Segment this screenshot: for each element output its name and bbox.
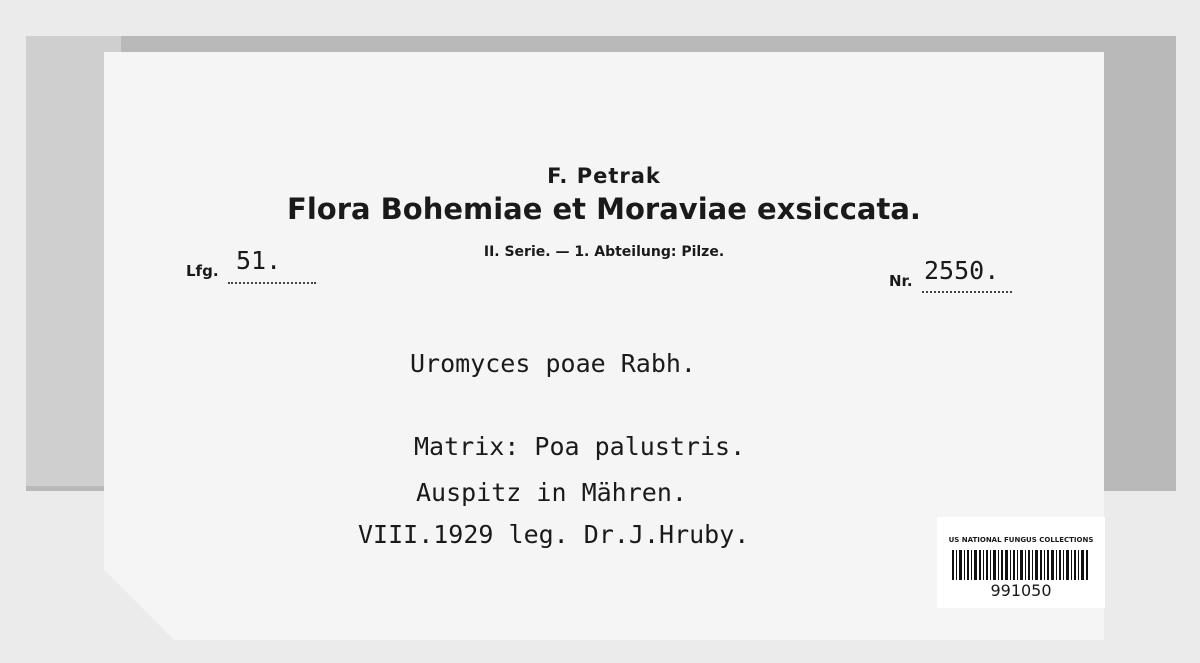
barcode-bars (952, 550, 1090, 580)
barcode-header: US NATIONAL FUNGUS COLLECTIONS (948, 536, 1094, 544)
locality-line: Auspitz in Mähren. (416, 478, 687, 507)
series-subtitle: II. Serie. — 1. Abteilung: Pilze. (483, 244, 725, 260)
date-collector-line: VIII.1929 leg. Dr.J.Hruby. (358, 520, 750, 549)
matrix-line: Matrix: Poa palustris. (414, 432, 746, 461)
nr-label: Nr. (889, 272, 913, 290)
collector-name: F. Petrak (547, 164, 661, 188)
lfg-value: 51. (236, 246, 282, 275)
lfg-dotted-line (228, 282, 316, 284)
nr-value: 2550. (924, 256, 1000, 285)
species-name: Uromyces poae Rabh. (410, 349, 696, 378)
nr-dotted-line (922, 291, 1012, 293)
barcode-number: 991050 (990, 581, 1052, 600)
lfg-label: Lfg. (186, 262, 219, 280)
series-title: Flora Bohemiae et Moraviae exsiccata. (287, 192, 921, 226)
barcode-label (937, 517, 1105, 608)
